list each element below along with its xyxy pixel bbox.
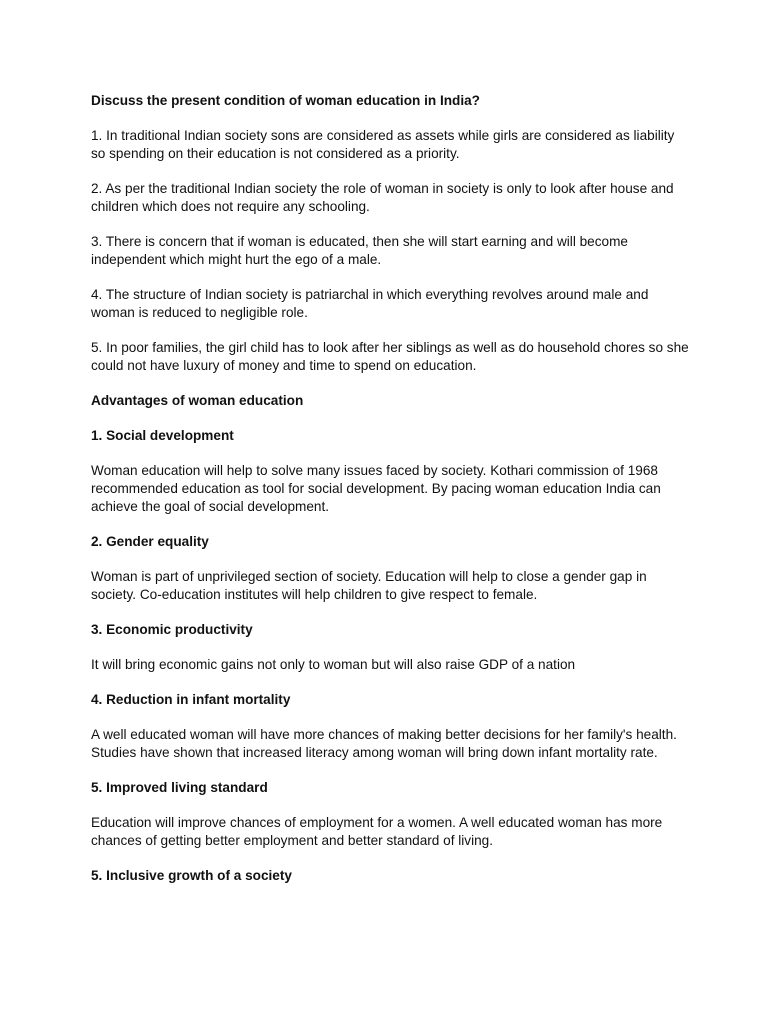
advantages-heading: Advantages of woman education [91,393,304,408]
condition-point-5: 5. In poor families, the girl child has to look after her siblings as well as do household chores so she could not have luxury of money and time to spend on education. [91,340,689,373]
condition-point-1: 1. In traditional Indian society sons are considered as assets while girls are considered as liability so spending on their education is not considered as a priority. [91,128,675,161]
section-heading-economic-productivity: 3. Economic productivity [91,622,253,637]
section-body-infant-mortality: A well educated woman will have more chances of making better decisions for her family's health. Studies have shown that increased literacy among woman will bring down infant mortality rate. [91,727,677,760]
condition-point-3: 3. There is concern that if woman is educated, then she will start earning and will become independent which might hurt the ego of a male. [91,234,628,267]
section-heading-gender-equality: 2. Gender equality [91,534,209,549]
section-body-gender-equality: Woman is part of unprivileged section of society. Education will help to close a gender gap in society. Co-education institutes will help children to give respect to female. [91,569,647,602]
condition-point-2: 2. As per the traditional Indian society the role of woman in society is only to look after house and children which does not require any schooling. [91,181,674,214]
condition-point-4: 4. The structure of Indian society is patriarchal in which everything revolves around male and woman is reduced to negligible role. [91,287,649,320]
section-heading-living-standard: 5. Improved living standard [91,780,268,795]
section-body-social-development: Woman education will help to solve many issues faced by society. Kothari commission of 1968 recommended education as tool for social development. By pacing woman education India can achieve the goal of social development. [91,463,661,514]
document-page [91,92,691,885]
document-title: Discuss the present condition of woman education in India? [91,93,480,108]
section-heading-social-development: 1. Social development [91,428,234,443]
section-heading-inclusive-growth: 5. Inclusive growth of a society [91,868,292,883]
section-body-living-standard: Education will improve chances of employment for a women. A well educated woman has more chances of getting better employment and better standard of living. [91,815,663,848]
section-body-economic-productivity: It will bring economic gains not only to woman but will also raise GDP of a nation [91,657,576,672]
section-heading-infant-mortality: 4. Reduction in infant mortality [91,692,291,707]
